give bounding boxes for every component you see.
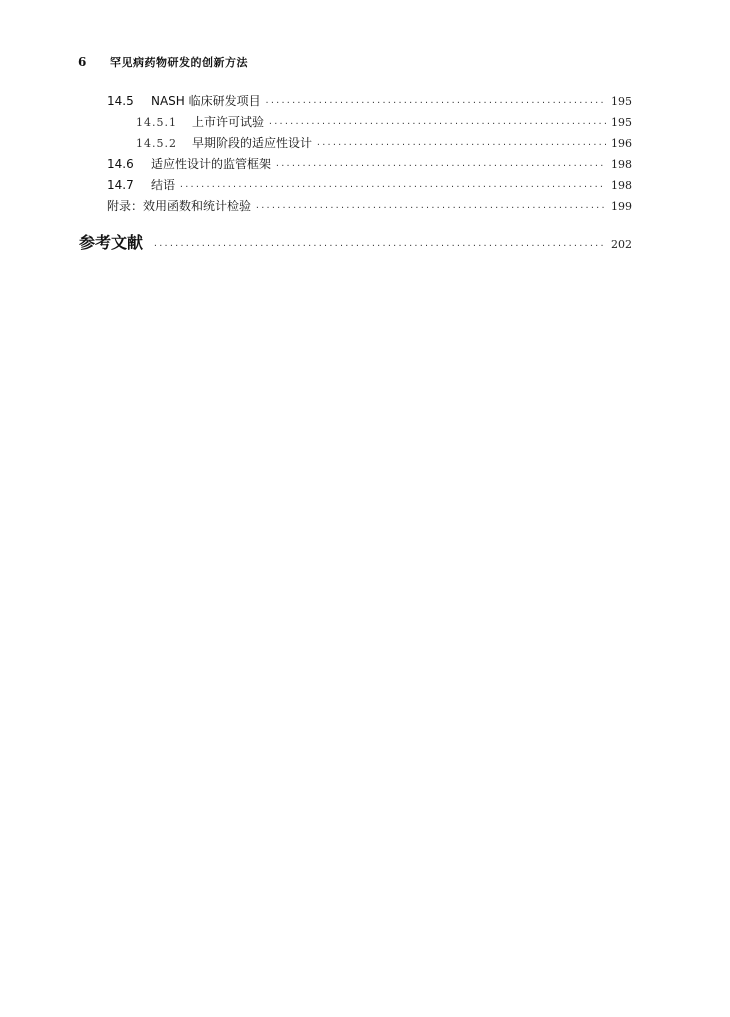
toc-entry-number: 14.6 bbox=[107, 157, 134, 171]
toc-leader-dots bbox=[265, 94, 606, 112]
toc-entry[interactable] bbox=[107, 176, 632, 194]
toc-entry-title: NASH 临床研发项目 bbox=[151, 94, 261, 108]
toc-entry-page: 195 bbox=[611, 116, 632, 129]
toc-entry-page: 199 bbox=[611, 200, 632, 213]
toc-entry-number: 14.5.2 bbox=[136, 137, 177, 150]
toc-entry-page: 195 bbox=[611, 95, 632, 108]
toc-entry[interactable] bbox=[107, 92, 632, 110]
toc-entry-appendix[interactable] bbox=[107, 197, 632, 215]
toc-entry-number: 14.5 bbox=[107, 94, 134, 108]
toc-entry[interactable] bbox=[107, 155, 632, 173]
toc-leader-dots bbox=[316, 136, 606, 154]
toc-entry-title: 早期阶段的适应性设计 bbox=[192, 136, 313, 150]
toc-leader-dots bbox=[153, 235, 606, 257]
toc-entry-title: 结语 bbox=[151, 178, 176, 192]
page-header bbox=[78, 53, 634, 71]
toc-entry-references[interactable] bbox=[79, 232, 632, 254]
toc-entry-title: 附录：效用函数和统计检验 bbox=[107, 199, 252, 213]
running-title: 罕见病药物研发的创新方法 bbox=[110, 56, 248, 69]
toc-leader-dots bbox=[275, 157, 606, 175]
toc-entry-number: 14.7 bbox=[107, 178, 134, 192]
page-number: 6 bbox=[78, 55, 87, 69]
toc-entry-page: 198 bbox=[611, 179, 632, 192]
toc-entry-title: 适应性设计的监管框架 bbox=[151, 157, 272, 171]
toc-entry-page: 196 bbox=[611, 137, 632, 150]
toc-leader-dots bbox=[179, 178, 606, 196]
toc-entry-page: 198 bbox=[611, 158, 632, 171]
toc-entry[interactable] bbox=[136, 134, 632, 152]
toc-entry[interactable] bbox=[136, 113, 632, 131]
toc-leader-dots bbox=[255, 199, 606, 217]
toc-entry-number: 14.5.1 bbox=[136, 116, 177, 129]
toc-entry-title: 参考文献 bbox=[79, 233, 144, 252]
toc-entry-page: 202 bbox=[611, 238, 632, 251]
toc-entry-title: 上市许可试验 bbox=[192, 115, 265, 129]
toc-leader-dots bbox=[268, 115, 606, 133]
